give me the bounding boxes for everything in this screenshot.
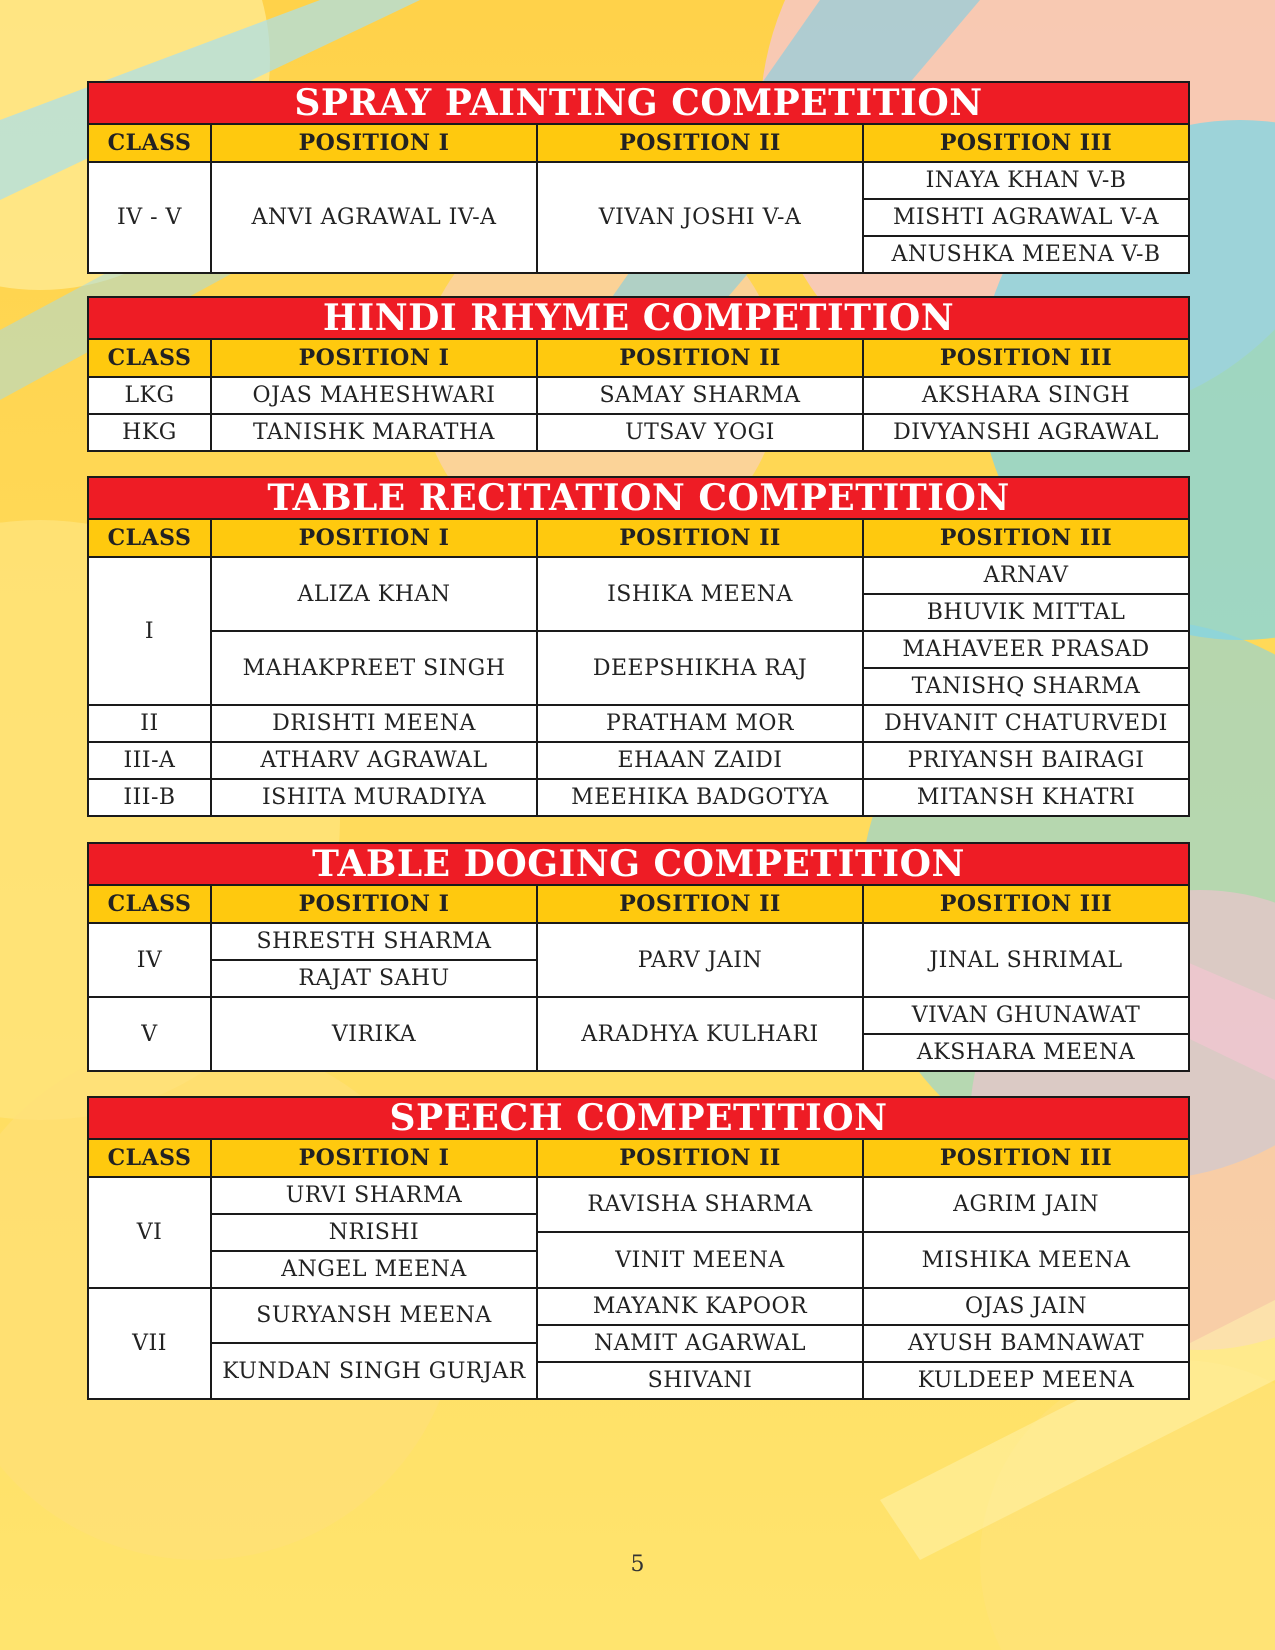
position-2-cell: PRATHAM MOR	[537, 705, 863, 742]
position-1-cell: RAJAT SAHU	[211, 960, 537, 997]
position-2-cell: VINIT MEENA	[537, 1232, 863, 1288]
position-1-cell: URVI SHARMA	[211, 1177, 537, 1214]
position-1-cell: SURYANSH MEENA	[211, 1288, 537, 1343]
position-2-cell: NAMIT AGARWAL	[537, 1325, 863, 1362]
class-cell: IV - V	[88, 162, 211, 273]
table-title: TABLE RECITATION COMPETITION	[88, 477, 1189, 519]
position-1-cell: MAHAKPREET SINGH	[211, 631, 537, 705]
table-row	[88, 705, 1189, 742]
position-3-cell: AYUSH BAMNAWAT	[863, 1325, 1189, 1362]
header-position-1: POSITION I	[211, 339, 537, 377]
header-position-1: POSITION I	[211, 124, 537, 162]
position-3-cell: INAYA KHAN V-B	[863, 162, 1189, 199]
position-2-cell: VIVAN JOSHI V-A	[537, 162, 863, 273]
header-position-2: POSITION II	[537, 885, 863, 923]
table-doging-table	[87, 842, 1190, 1072]
position-3-cell: ANUSHKA MEENA V-B	[863, 236, 1189, 273]
table-row	[88, 779, 1189, 816]
table-recitation-table	[87, 476, 1190, 817]
position-2-cell: MAYANK KAPOOR	[537, 1288, 863, 1325]
class-cell: HKG	[88, 414, 211, 451]
position-3-cell: MISHIKA MEENA	[863, 1232, 1189, 1288]
position-3-cell: BHUVIK MITTAL	[863, 594, 1189, 631]
header-class: CLASS	[88, 519, 211, 557]
header-class: CLASS	[88, 124, 211, 162]
header-position-1: POSITION I	[211, 519, 537, 557]
header-class: CLASS	[88, 1139, 211, 1177]
position-3-cell: TANISHQ SHARMA	[863, 668, 1189, 705]
position-3-cell: JINAL SHRIMAL	[863, 923, 1189, 997]
class-cell: IV	[88, 923, 211, 997]
header-position-3: POSITION III	[863, 885, 1189, 923]
position-1-cell: ALIZA KHAN	[211, 557, 537, 631]
position-3-cell: MITANSH KHATRI	[863, 779, 1189, 816]
table-title: HINDI RHYME COMPETITION	[88, 297, 1189, 339]
table-row	[88, 742, 1189, 779]
header-class: CLASS	[88, 885, 211, 923]
position-1-cell: NRISHI	[211, 1214, 537, 1251]
header-position-2: POSITION II	[537, 124, 863, 162]
header-class: CLASS	[88, 339, 211, 377]
position-1-cell: ISHITA MURADIYA	[211, 779, 537, 816]
position-2-cell: MEEHIKA BADGOTYA	[537, 779, 863, 816]
table-title: SPRAY PAINTING COMPETITION	[88, 82, 1189, 124]
class-cell: VII	[88, 1288, 211, 1399]
class-cell: III-B	[88, 779, 211, 816]
class-cell: VI	[88, 1177, 211, 1288]
position-2-cell: RAVISHA SHARMA	[537, 1177, 863, 1232]
header-position-2: POSITION II	[537, 1139, 863, 1177]
position-3-cell: VIVAN GHUNAWAT	[863, 997, 1189, 1034]
spray-painting-table	[87, 81, 1190, 274]
position-3-cell: DHVANIT CHATURVEDI	[863, 705, 1189, 742]
class-cell: II	[88, 705, 211, 742]
speech-table	[87, 1096, 1190, 1400]
table-row	[88, 414, 1189, 451]
position-1-cell: ATHARV AGRAWAL	[211, 742, 537, 779]
position-1-cell: SHRESTH SHARMA	[211, 923, 537, 960]
position-1-cell: DRISHTI MEENA	[211, 705, 537, 742]
position-3-cell: KULDEEP MEENA	[863, 1362, 1189, 1399]
header-position-3: POSITION III	[863, 339, 1189, 377]
position-3-cell: PRIYANSH BAIRAGI	[863, 742, 1189, 779]
position-2-cell: ISHIKA MEENA	[537, 557, 863, 631]
class-cell: III-A	[88, 742, 211, 779]
position-3-cell: AKSHARA SINGH	[863, 377, 1189, 414]
position-2-cell: DEEPSHIKHA RAJ	[537, 631, 863, 705]
position-2-cell: SAMAY SHARMA	[537, 377, 863, 414]
position-1-cell: ANVI AGRAWAL IV-A	[211, 162, 537, 273]
position-2-cell: EHAAN ZAIDI	[537, 742, 863, 779]
header-position-1: POSITION I	[211, 885, 537, 923]
header-position-2: POSITION II	[537, 339, 863, 377]
position-1-cell: TANISHK MARATHA	[211, 414, 537, 451]
position-1-cell: ANGEL MEENA	[211, 1251, 537, 1288]
position-3-cell: AKSHARA MEENA	[863, 1034, 1189, 1071]
table-title: TABLE DOGING COMPETITION	[88, 843, 1189, 885]
header-position-2: POSITION II	[537, 519, 863, 557]
position-3-cell: DIVYANSHI AGRAWAL	[863, 414, 1189, 451]
table-row	[88, 377, 1189, 414]
header-position-1: POSITION I	[211, 1139, 537, 1177]
position-3-cell: ARNAV	[863, 557, 1189, 594]
position-3-cell: OJAS JAIN	[863, 1288, 1189, 1325]
position-2-cell: UTSAV YOGI	[537, 414, 863, 451]
position-2-cell: PARV JAIN	[537, 923, 863, 997]
position-3-cell: MISHTI AGRAWAL V-A	[863, 199, 1189, 236]
table-title: SPEECH COMPETITION	[88, 1097, 1189, 1139]
position-1-cell: KUNDAN SINGH GURJAR	[211, 1343, 537, 1399]
class-cell: LKG	[88, 377, 211, 414]
header-position-3: POSITION III	[863, 519, 1189, 557]
class-cell: I	[88, 557, 211, 705]
position-2-cell: SHIVANI	[537, 1362, 863, 1399]
position-3-cell: MAHAVEER PRASAD	[863, 631, 1189, 668]
position-1-cell: VIRIKA	[211, 997, 537, 1071]
position-1-cell: OJAS MAHESHWARI	[211, 377, 537, 414]
header-position-3: POSITION III	[863, 124, 1189, 162]
position-2-cell: ARADHYA KULHARI	[537, 997, 863, 1071]
class-cell: V	[88, 997, 211, 1071]
hindi-rhyme-table	[87, 296, 1190, 452]
page-number: 5	[630, 1552, 645, 1577]
position-3-cell: AGRIM JAIN	[863, 1177, 1189, 1232]
header-position-3: POSITION III	[863, 1139, 1189, 1177]
